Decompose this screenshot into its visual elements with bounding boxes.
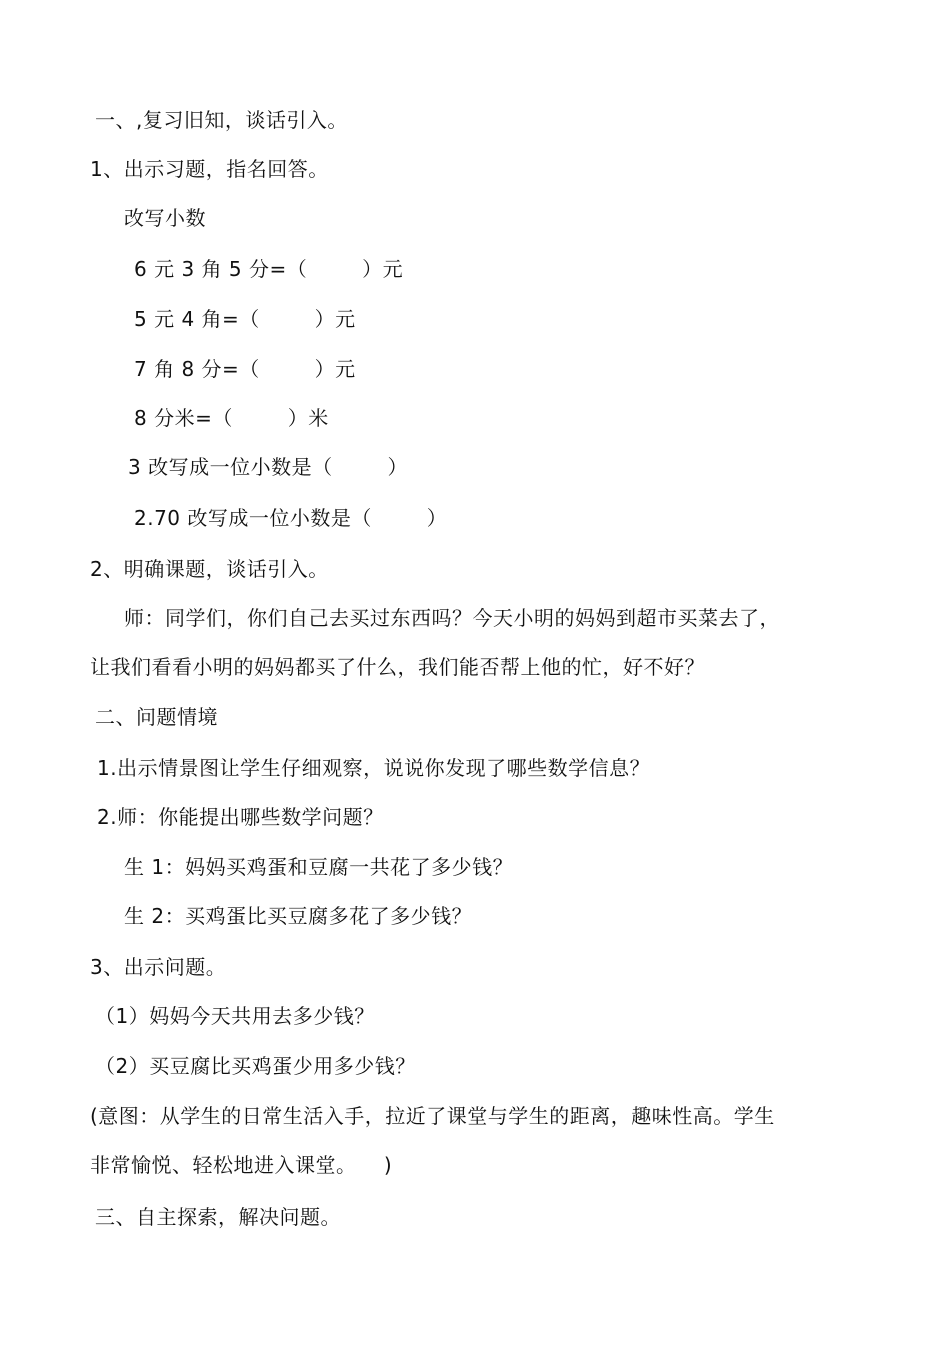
exercise-line-1: 6 元 3 角 5 分=（ ）元 [134,257,404,281]
intent-note-line-1: (意图：从学生的日常生活入手，拉近了课堂与学生的距离，趣味性高。学生 [90,1104,775,1128]
subheading-rewrite-decimals: 改写小数 [124,206,206,230]
exercise-line-6: 2.70 改写成一位小数是（ ） [134,506,448,530]
exercise-line-3: 7 角 8 分=（ ）元 [134,357,356,381]
exercise-line-4: 8 分米=（ ）米 [134,406,329,430]
step-clarify-topic: 2、明确课题，谈话引入。 [90,557,329,581]
teacher-dialogue-line-1: 师：同学们，你们自己去买过东西吗？今天小明的妈妈到超市买菜去了， [124,606,780,630]
section-heading-problem-situation: 二、问题情境 [95,705,218,729]
question-1: （1）妈妈今天共用去多少钱？ [95,1004,375,1028]
exercise-line-5: 3 改写成一位小数是（ ） [128,455,408,479]
situation-item-1: 1.出示情景图让学生仔细观察，说说你发现了哪些数学信息？ [97,756,651,780]
intent-note-line-2: 非常愉悦、轻松地进入课堂。 ) [90,1153,393,1177]
student-answer-2: 生 2：买鸡蛋比买豆腐多花了多少钱？ [124,904,473,928]
situation-item-2: 2.师：你能提出哪些数学问题？ [97,805,384,829]
question-2: （2）买豆腐比买鸡蛋少用多少钱？ [95,1054,416,1078]
teacher-dialogue-line-2: 让我们看看小明的妈妈都买了什么，我们能否帮上他的忙，好不好？ [90,655,705,679]
step-show-questions: 3、出示问题。 [90,955,227,979]
student-answer-1: 生 1：妈妈买鸡蛋和豆腐一共花了多少钱？ [124,855,514,879]
step-show-exercises: 1、出示习题，指名回答。 [90,157,329,181]
section-heading-explore: 三、自主探索，解决问题。 [95,1205,341,1229]
section-heading-review: 一、,复习旧知，谈话引入。 [95,108,348,132]
exercise-line-2: 5 元 4 角=（ ）元 [134,307,356,331]
